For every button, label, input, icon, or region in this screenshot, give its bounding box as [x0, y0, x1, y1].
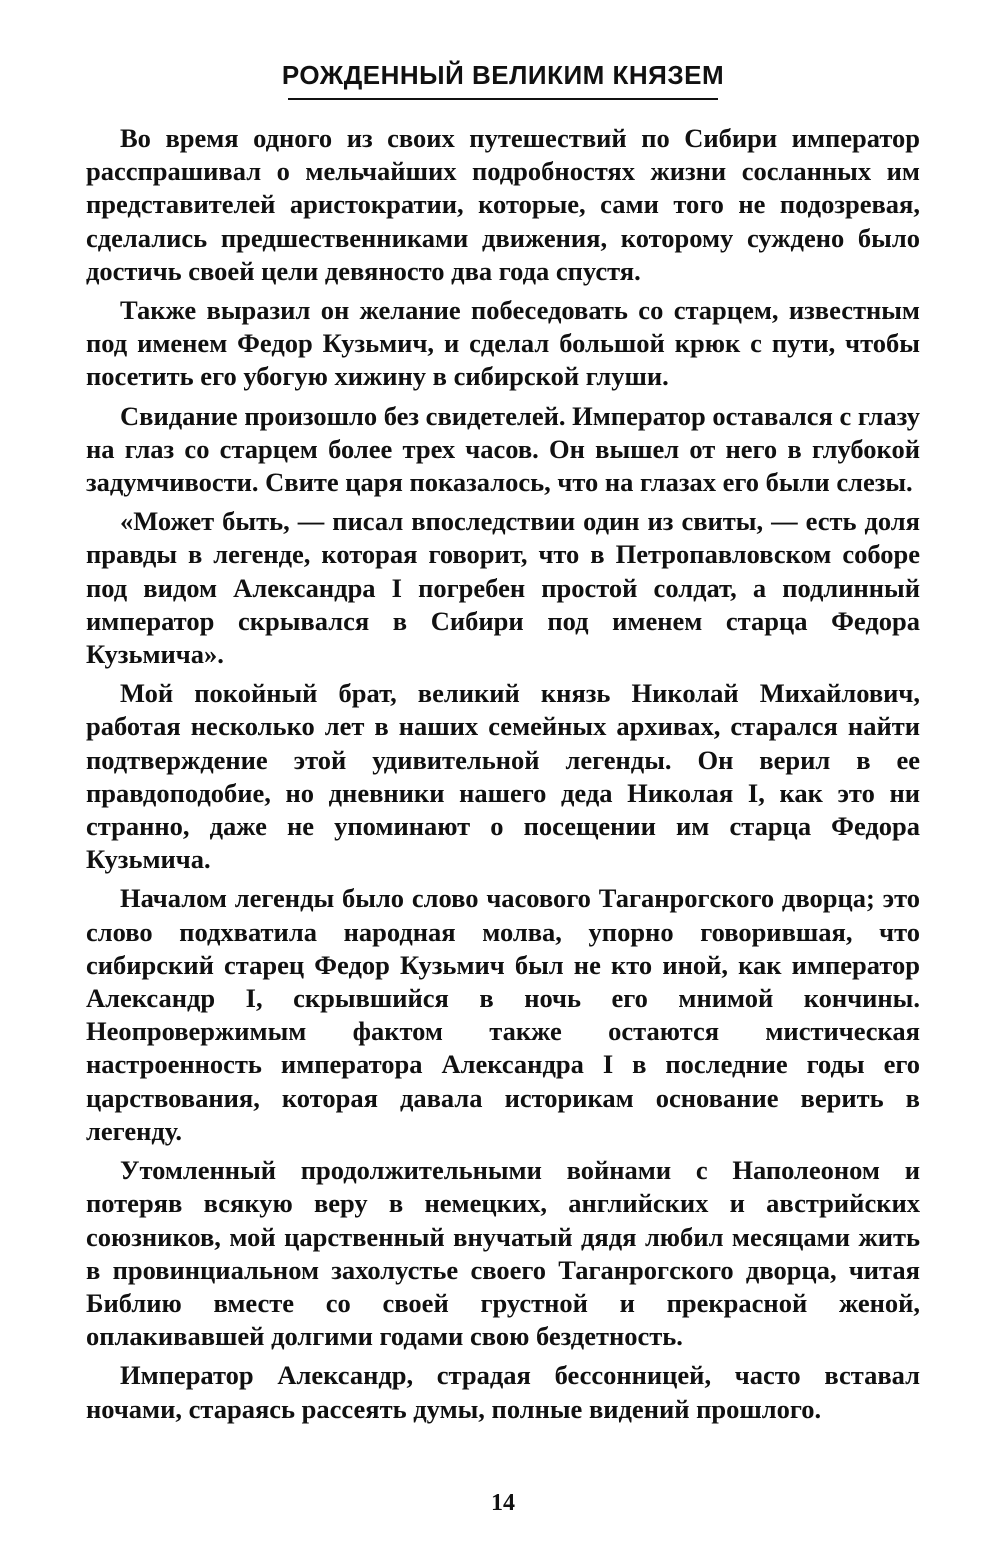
running-head-rule — [288, 98, 718, 100]
paragraph: Император Александр, страдая бессонницей, часто вставал ночами, стараясь рассеять думы, полные видений прошлого. — [86, 1360, 920, 1424]
paragraph: «Может быть, — писал впоследствии один из свиты, — есть доля правды в легенде, которая говорит, что в Петропавловском соборе под видом Александра I погребен простой солдат, а подлинный император скрывался в Сибири под именем старца Федора Кузьмича». — [86, 506, 920, 670]
running-head: РОЖДЕННЫЙ ВЕЛИКИМ КНЯЗЕМ — [281, 60, 725, 90]
paragraph: Мой покойный брат, великий князь Николай Михайлович, работая несколько лет в наших семейных архивах, старался найти подтверждение этой удивительной легенды. Он верил в ее правдоподобие, но дневники нашего деда Николая I, как это ни странно, даже не упоминают о посещении им старца Федора Кузьмича. — [86, 678, 920, 875]
book-page — [86, 48, 920, 1518]
page-number: 14 — [491, 1490, 515, 1516]
paragraph: Во время одного из своих путешествий по Сибири император расспрашивал о мельчайших подробностях жизни сосланных им представителей аристократии, которые, сами того не подозревая, сделались предшественниками движения, которому суждено было достичь своей цели девяносто два года спустя. — [86, 123, 920, 286]
paragraph: Началом легенды было слово часового Таганрогского дворца; это слово подхватила народная молва, упорно говорившая, что сибирский старец Федор Кузьмич был не кто иной, как император Александр I, скрывшийся в ночь его мнимой кончины. Неопровержимым фактом также остаются мистическая настроенность императора Александра I в последние годы его царствования, которая давала историкам основание верить в легенду. — [86, 883, 920, 1146]
paragraph: Утомленный продолжительными войнами с Наполеоном и потеряв всякую веру в немецких, английских и австрийских союзников, мой царственный внучатый дядя любил месяцами жить в провинциальном захолустье своего Таганрогского дворца, читая Библию вместе со своей грустной и прекрасной женой, оплакивавшей долгими годами свою бездетность. — [86, 1155, 920, 1352]
paragraph: Также выразил он желание побеседовать со старцем, известным под именем Федор Кузьмич, и сделал большой крюк с пути, чтобы посетить его убогую хижину в сибирской глуши. — [86, 295, 920, 392]
paragraph: Свидание произошло без свидетелей. Император оставался с глазу на глаз со старцем более трех часов. Он вышел от него в глубокой задумчивости. Свите царя показалось, что на глазах его были слезы. — [86, 400, 920, 498]
body-text — [86, 122, 920, 1426]
